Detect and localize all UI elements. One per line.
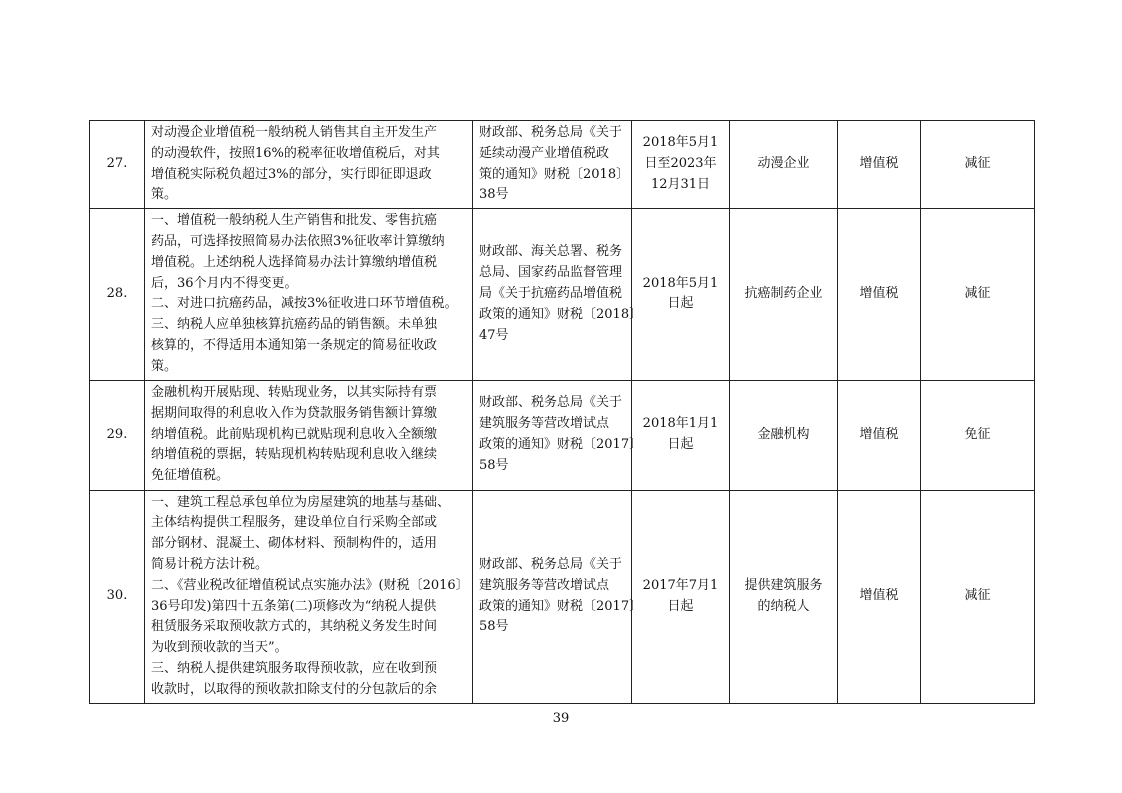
preference-type: 减征 xyxy=(921,209,1035,380)
policy-content-line: 收款时，以取得的预收款扣除支付的分包款后的余 xyxy=(151,681,438,697)
policy-content-line: 增值税。上述纳税人选择简易办法计算缴纳增值税 xyxy=(151,254,438,270)
page-number: 39 xyxy=(552,711,570,726)
policy-content-line: 后，36个月内不得变更。 xyxy=(151,275,298,291)
tax-type: 增值税 xyxy=(838,380,921,490)
applicable-object-line: 提供建筑服务 xyxy=(744,577,823,593)
policy-content-line: 三、纳税人提供建筑服务取得预收款，应在收到预 xyxy=(151,660,438,676)
effective-period-line: 2018年1月1 xyxy=(642,416,719,432)
policy-document-line: 财政部、海关总署、税务 xyxy=(479,244,623,260)
effective-period-line: 日起 xyxy=(667,437,694,453)
effective-period-line: 日起 xyxy=(667,296,694,312)
table-row xyxy=(90,209,1035,380)
tax-type: 增值税 xyxy=(838,121,921,209)
policy-content-line: 药品，可选择按照简易办法依照3%征收率计算缴纳 xyxy=(151,233,445,249)
applicable-object xyxy=(730,121,838,209)
policy-content-line: 策。 xyxy=(151,187,178,203)
table-row xyxy=(90,380,1035,490)
policy-content-line: 简易计税方法计税。 xyxy=(151,556,269,572)
policy-document xyxy=(473,490,643,703)
policy-document-line: 58号 xyxy=(479,457,509,473)
policy-content xyxy=(145,209,473,380)
applicable-object xyxy=(730,490,838,703)
policy-content-line: 对动漫企业增值税一般纳税人销售其自主开发生产 xyxy=(151,125,438,140)
row-number: 28. xyxy=(90,209,145,380)
policy-content-line: 纳增值税。此前贴现机构已就贴现利息收入全额缴 xyxy=(151,426,438,442)
policy-content-line: 金融机构开展贴现、转贴现业务，以其实际持有票 xyxy=(151,385,438,401)
policy-document-line: 政策的通知》财税〔2017〕 xyxy=(479,598,643,614)
applicable-object-line: 抗癌制药企业 xyxy=(744,285,823,301)
policy-content-line: 36号印发)第四十五条第(二)项修改为“纳税人提供 xyxy=(151,598,437,614)
policy-content-line: 一、建筑工程总承包单位为房屋建筑的地基与基础、 xyxy=(151,494,451,510)
policy-document xyxy=(473,209,643,380)
applicable-object xyxy=(730,209,838,380)
effective-period xyxy=(632,209,730,380)
policy-document-line: 财政部、税务总局《关于 xyxy=(479,125,623,140)
policy-document xyxy=(473,380,643,490)
policy-document-line: 政策的通知》财税〔2018〕 xyxy=(479,306,643,322)
policy-document-line: 延续动漫产业增值税政 xyxy=(479,145,610,161)
table-row xyxy=(90,121,1035,209)
effective-period-line: 2017年7月1 xyxy=(642,577,719,593)
tax-type: 增值税 xyxy=(838,490,921,703)
policy-content-line: 策。 xyxy=(151,358,178,374)
effective-period xyxy=(632,380,730,490)
policy-content-line: 的动漫软件，按照16%的税率征收增值税后，对其 xyxy=(151,145,440,161)
policy-content-line: 免征增值税。 xyxy=(151,468,230,484)
row-number: 30. xyxy=(90,490,145,703)
row-number: 27. xyxy=(90,121,145,209)
policy-content-line: 增值税实际税负超过3%的部分，实行即征即退政 xyxy=(151,166,432,182)
policy-document-line: 财政部、税务总局《关于 xyxy=(479,395,623,411)
policy-document-line: 58号 xyxy=(479,619,509,635)
policy-content xyxy=(145,121,473,209)
policy-document-line: 局《关于抗癌药品增值税 xyxy=(479,285,623,301)
effective-period-line: 2018年5月1 xyxy=(642,135,719,151)
policy-content-line: 一、增值税一般纳税人生产销售和批发、零售抗癌 xyxy=(151,213,438,229)
policy-content xyxy=(145,490,473,703)
tax-type: 增值税 xyxy=(838,209,921,380)
policy-document-line: 38号 xyxy=(479,187,509,203)
effective-period-line: 12月31日 xyxy=(650,176,711,192)
policy-document-line: 47号 xyxy=(479,327,509,343)
policy-content-line: 二、对进口抗癌药品，减按3%征收进口环节增值税。 xyxy=(151,296,458,312)
policy-content-line: 据期间取得的利息收入作为贷款服务销售额计算缴 xyxy=(151,405,438,421)
policy-document-line: 财政部、税务总局《关于 xyxy=(479,556,623,572)
applicable-object-line: 金融机构 xyxy=(757,426,810,442)
policy-rows xyxy=(90,121,1035,704)
effective-period xyxy=(632,121,730,209)
table-row xyxy=(90,490,1035,703)
applicable-object-line: 动漫企业 xyxy=(757,156,810,172)
applicable-object-line: 的纳税人 xyxy=(757,598,810,614)
policy-document-line: 政策的通知》财税〔2017〕 xyxy=(479,437,643,453)
effective-period-line: 日至2023年 xyxy=(644,156,717,172)
policy-document-line: 策的通知》财税〔2018〕 xyxy=(479,166,630,182)
policy-content-line: 主体结构提供工程服务，建设单位自行采购全部或 xyxy=(151,515,438,531)
effective-period-line: 日起 xyxy=(667,598,694,614)
applicable-object xyxy=(730,380,838,490)
policy-document-line: 建筑服务等营改增试点 xyxy=(479,577,610,593)
policy-document-line: 总局、国家药品监督管理 xyxy=(479,265,623,281)
effective-period-line: 2018年5月1 xyxy=(642,275,719,291)
preference-type: 免征 xyxy=(921,380,1035,490)
policy-content-line: 核算的，不得适用本通知第一条规定的简易征收政 xyxy=(151,337,438,353)
policy-content-line: 为收到预收款的当天”。 xyxy=(151,640,288,656)
policy-document-line: 建筑服务等营改增试点 xyxy=(479,416,610,432)
policy-document xyxy=(473,121,632,209)
preference-type: 减征 xyxy=(921,490,1035,703)
effective-period xyxy=(632,490,730,703)
policy-content xyxy=(145,380,473,490)
policy-content-line: 二、《营业税改征增值税试点实施办法》(财税〔2016〕 xyxy=(151,577,469,593)
row-number: 29. xyxy=(90,380,145,490)
policy-content-line: 纳增值税的票据，转贴现机构转贴现利息收入继续 xyxy=(151,447,438,463)
policy-content-line: 租赁服务采取预收款方式的，其纳税义务发生时间 xyxy=(151,619,438,635)
policy-content-line: 部分钢材、混凝土、砌体材料、预制构件的，适用 xyxy=(151,536,438,552)
policy-table xyxy=(89,120,1035,704)
preference-type: 减征 xyxy=(921,121,1035,209)
policy-content-line: 三、纳税人应单独核算抗癌药品的销售额。未单独 xyxy=(151,317,438,333)
